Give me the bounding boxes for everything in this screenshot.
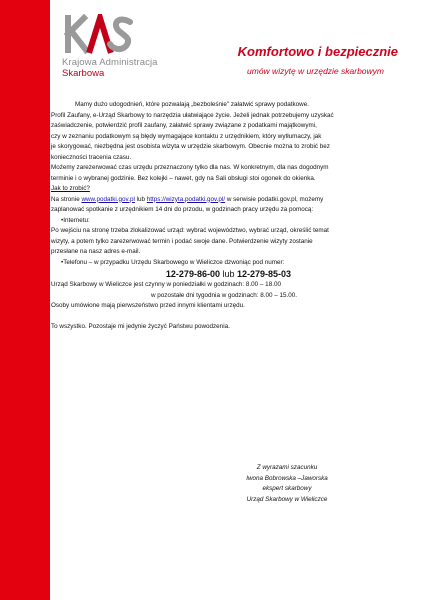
- red-side-bar: [0, 0, 50, 600]
- body-line: [51, 195, 406, 206]
- body-line: Mamy dużo udogodnień, które pozwalają „bezboleśnie" załatwić sprawy podatkowe.: [75, 101, 309, 108]
- podatki-link[interactable]: www.podatki.gov.pl: [81, 195, 135, 203]
- signature-line: Iwona Bobrowska –Jaworska: [246, 474, 328, 482]
- hours-line: w pozostałe dni tygodnia w godzinach: 8.00 – 15.00.: [151, 291, 297, 299]
- signature-block: [222, 463, 352, 505]
- body-text: w serwisie podatki.gov.pl, możemy: [226, 195, 324, 203]
- signature-line: Urząd Skarbowy w Wieliczce: [246, 495, 328, 503]
- body-line: je skorygować, niezbędna jest osobista wizyta w urzędzie skarbowym. Obecnie można to zrobić bez: [51, 143, 330, 150]
- body-text: lub: [136, 195, 146, 203]
- body-line: terminie i o wybranej godzinie. Bez kolejki – nawet, gdy na Sali obsługi stoi ogonek do okienka.: [51, 174, 316, 182]
- closing-line: To wszystko. Pozostaje mi jedynie życzyć Państwu powodzenia.: [51, 323, 230, 330]
- priority-note: Osoby umówione mają pierwszeństwo przed innymi klientami urzędu.: [51, 302, 245, 309]
- logo-line1: Krajowa Administracja: [62, 57, 158, 68]
- body-line: zaświadczenie, potwierdzić profil zaufany, załatwić sprawy związane z podatkami majątkowymi,: [51, 122, 317, 129]
- body-line: konieczności tracenia czasu.: [51, 153, 132, 161]
- bullet-phone: •Telefonu – w przypadku Urzędu Skarbowego w Wieliczce dzwoniąc pod numer:: [61, 258, 285, 266]
- hours-line: Urząd Skarbowy w Wieliczce jest czynny w poniedziałki w godzinach: 8.00 – 18.00: [51, 281, 281, 288]
- phone-number-1[interactable]: 12-279-86-00: [165, 269, 220, 279]
- body-line: zaplanować spotkanie z urzędnikiem 14 dni do przodu, w godzinach pracy urzędu za pomocą:: [51, 206, 314, 213]
- logo-line2: Skarbowa: [62, 68, 105, 79]
- phone-number-2[interactable]: 12-279-85-03: [237, 269, 292, 279]
- signature-line: ekspert skarbowy: [262, 485, 312, 492]
- wizyta-link[interactable]: https://wizyta.podatki.gov.pl/: [146, 195, 226, 203]
- body-line: przesłane na nasz adres e-mail.: [51, 248, 141, 255]
- body-line: czy w zeznaniu podatkowym są błędy wymagające kontaktu z urzędnikiem, który wytłumaczy, jak: [51, 132, 322, 140]
- body-line: Profil Zaufany, e-Urząd Skarbowy to narzędzia ułatwiające życie. Jeżeli jednak potrzebujemy uzyskać: [51, 111, 334, 119]
- body-text: Na stronie: [51, 195, 80, 203]
- phone-separator: lub: [222, 269, 235, 279]
- body-line: wizyty, a potem tylko zarezerwować termin i podać swoje dane. Potwierdzenie wizyty zostanie: [51, 237, 313, 245]
- bullet-internet: •Internetu:: [61, 216, 90, 224]
- body-line: Po wejściu na stronę trzeba zlokalizować urząd: wybrać województwo, wybrać urząd, określić temat: [51, 227, 329, 234]
- phone-numbers: [51, 268, 406, 280]
- letter-body: [51, 100, 406, 333]
- signature-line: Z wyrazami szacunku: [256, 464, 318, 471]
- page-subtitle: umów wizytę w urzędzie skarbowym: [247, 66, 384, 76]
- body-line: Możemy zarezerwować czas urzędu przeznaczony tylko dla nas. W konkretnym, dla nas dogodnym: [51, 164, 329, 171]
- page-title: Komfortowo i bezpiecznie: [237, 44, 398, 59]
- how-question: Jak to zrobić?: [51, 185, 90, 192]
